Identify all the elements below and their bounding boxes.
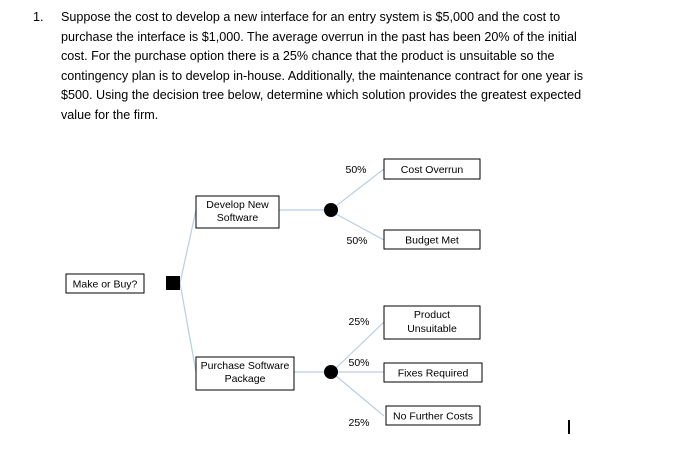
purchase-label-line1: Purchase Software (200, 360, 290, 372)
decision-node-square (166, 276, 180, 290)
question-number: 1. (33, 10, 44, 24)
chance-node-purchase (324, 365, 338, 379)
question-line: contingency plan is to develop in-house. Additionally, the maintenance contract for one year is (61, 68, 584, 83)
chance-node-develop (324, 203, 338, 217)
question-line: $500. Using the decision tree below, determine which solution provides the greatest expected (61, 88, 582, 103)
outcome-product-unsuitable-line1: Product (413, 309, 451, 321)
connector-root-to-develop (180, 210, 196, 283)
outcome-product-unsuitable-line2: Unsuitable (407, 323, 457, 335)
question-line: value for the firm. (61, 107, 159, 122)
connector-no-further-costs (336, 376, 384, 416)
outcome-budget-met: Budget Met (405, 234, 459, 247)
question-line: purchase the interface is $1,000. The average overrun in the past has been 20% of the initial (61, 29, 577, 44)
develop-label-line2: Software (216, 212, 259, 224)
probability-no-further-costs: 25% (348, 417, 370, 429)
probability-product-unsuitable: 25% (348, 316, 370, 328)
probability-budget-met: 50% (346, 235, 368, 247)
develop-label-line1: Develop New (206, 199, 269, 211)
outcome-cost-overrun: Cost Overrun (400, 164, 464, 176)
text-cursor (568, 420, 570, 434)
root-label: Make or Buy? (72, 278, 138, 291)
outcome-no-further-costs: No Further Costs (393, 410, 473, 423)
question-line: Suppose the cost to develop a new interface for an entry system is $5,000 and the cost to (61, 10, 561, 24)
probability-cost-overrun: 50% (345, 164, 367, 176)
question-line: cost. For the purchase option there is a 25% chance that the product is unsuitable so the (61, 49, 555, 64)
probability-fixes-required: 50% (348, 357, 370, 369)
connector-root-to-purchase (180, 283, 196, 372)
outcome-fixes-required: Fixes Required (397, 367, 469, 380)
purchase-label-line2: Package (224, 373, 266, 385)
